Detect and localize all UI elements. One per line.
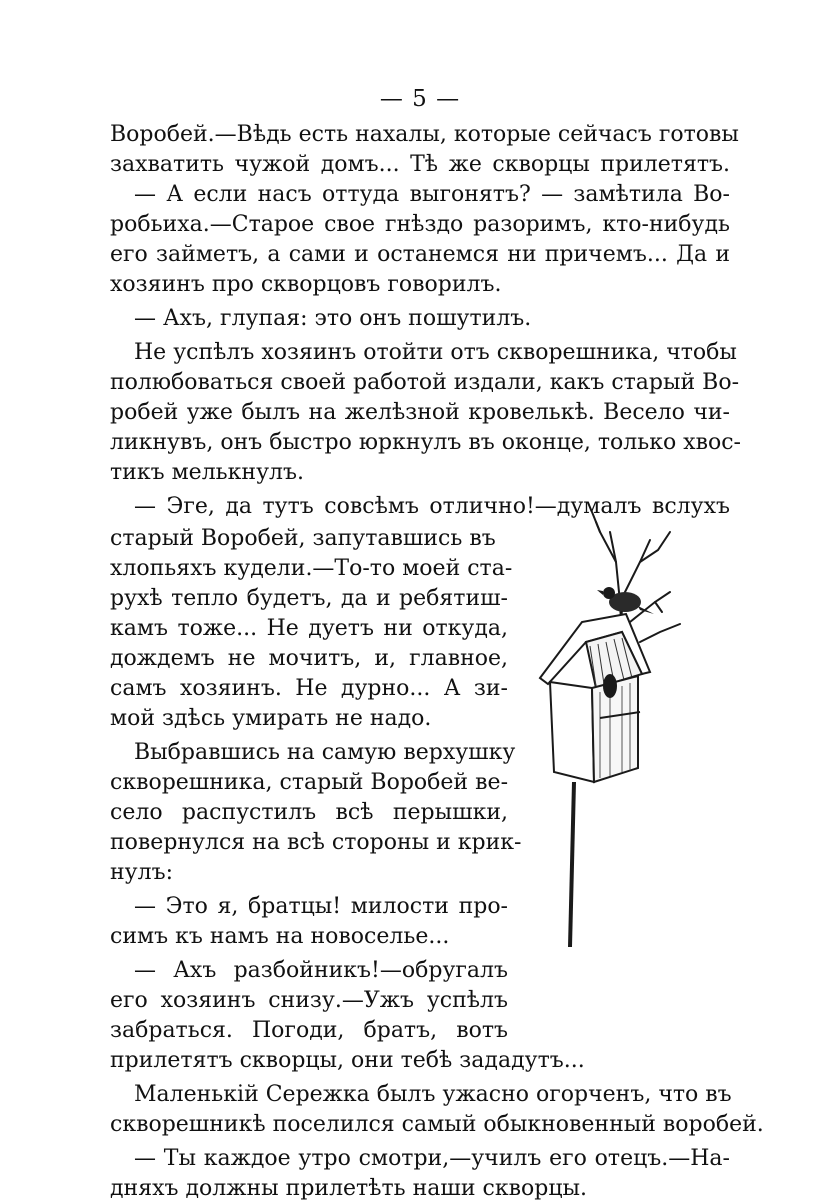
text-line: ликнувъ, онъ быстро юркнулъ въ оконце, только хвос- <box>110 430 741 455</box>
text-line: дняхъ должны прилетѣть наши скворцы. <box>110 1176 587 1201</box>
text-line: — Ахъ разбойникъ!—обругалъ <box>134 958 508 983</box>
text-line: Не успѣлъ хозяинъ отойти отъ скворешника, чтобы <box>134 340 737 365</box>
text-line: скворешникѣ поселился самый обыкновенный воробей. <box>110 1112 764 1137</box>
text-line: Выбравшись на самую верхушку <box>134 740 516 765</box>
text-line: симъ къ намъ на новоселье... <box>110 924 450 949</box>
text-line: полюбоваться своей работой издали, какъ старый Во- <box>110 370 740 395</box>
text-line: самъ хозяинъ. Не дурно... А зи- <box>110 676 508 701</box>
text-line: — Эге, да тутъ совсѣмъ отлично!—думалъ вслухъ <box>134 494 730 519</box>
text-line: село распустилъ всѣ перышки, <box>110 800 508 825</box>
text-line: скворешника, старый Воробей ве- <box>110 770 508 795</box>
text-line: его хозяинъ снизу.—Ужъ успѣлъ <box>110 988 508 1013</box>
text-line: камъ тоже... Не дуетъ ни откуда, <box>110 616 508 641</box>
text-line: — Ахъ, глупая: это онъ пошутилъ. <box>134 306 532 331</box>
text-line: тикъ мелькнулъ. <box>110 460 304 485</box>
text-line: хозяинъ про скворцовъ говорилъ. <box>110 272 502 297</box>
text-line: Маленькій Сережка былъ ужасно огорченъ, что въ <box>134 1082 732 1107</box>
birdhouse-illustration <box>530 492 690 952</box>
birdhouse-hole <box>603 674 617 698</box>
text-line: нулъ: <box>110 860 173 885</box>
text-line: робей уже былъ на желѣзной кровелькѣ. Весело чи- <box>110 400 730 425</box>
text-line: повернулся на всѣ стороны и крик- <box>110 830 522 855</box>
text-line: дождемъ не мочитъ, и, главное, <box>110 646 508 671</box>
text-line: его займетъ, а сами и останемся ни причемъ... Да и <box>110 242 730 267</box>
text-line: Воробей.—Вѣдь есть нахалы, которые сейчасъ готовы <box>110 122 739 147</box>
page-number: — 5 — <box>379 86 461 112</box>
text-line: прилетятъ скворцы, они тебѣ зададутъ... <box>110 1048 585 1073</box>
text-line: рухѣ тепло будетъ, да и ребятиш- <box>110 586 508 611</box>
text-line: забраться. Погоди, братъ, вотъ <box>110 1018 508 1043</box>
text-line: — Это я, братцы! милости про- <box>134 894 508 919</box>
text-line: мой здѣсь умирать не надо. <box>110 706 432 731</box>
text-line: — Ты каждое утро смотри,—училъ его отецъ.—На- <box>134 1146 730 1171</box>
text-line: старый Воробей, запутавшись въ <box>110 526 496 551</box>
text-line: хлопьяхъ кудели.—То-то моей ста- <box>110 556 513 581</box>
text-line: — А если насъ оттуда выгонятъ? — замѣтила Во- <box>134 182 730 207</box>
text-line: захватить чужой домъ... Тѣ же скворцы прилетятъ. <box>110 152 730 177</box>
text-line: робьиха.—Старое свое гнѣздо разоримъ, кто-нибудь <box>110 212 730 237</box>
